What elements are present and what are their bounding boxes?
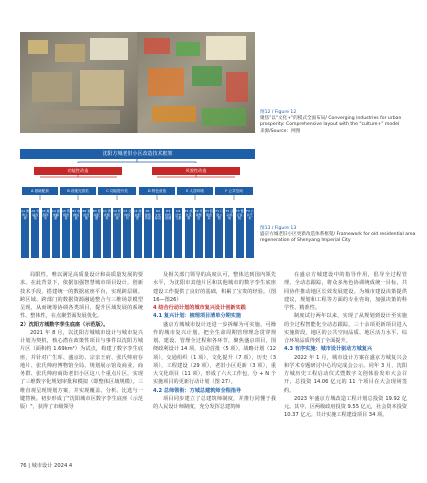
leaf-node: D2 文化标识 (154, 208, 162, 258)
leaf-node: B2 智能设施 (82, 208, 90, 258)
leaf-node: C1 养老服务 (103, 208, 111, 258)
leaf-node: C4 商业配套 (134, 208, 142, 258)
leaf-node: A5 管网改造 (62, 208, 70, 258)
figure-13-caption (260, 226, 420, 245)
category-style: 风貌性改造 (152, 167, 240, 175)
paragraph: 及相关部门领导的高度认可，整体达到国内领先水平，为沈阳市其他片区和其他城市的数字孪生底座建设工作提供了良好的基础，积累了宝贵的经验。（图16—图26） (153, 272, 276, 303)
leaf-node: A4 楼道翻新 (52, 208, 60, 258)
text-column-3 (284, 271, 407, 420)
subsection-heading: 4.2 总师领衔：方城总建筑师全程指导 (153, 387, 242, 394)
framework-diagram (20, 162, 255, 260)
leaf-node: A3 屋面防水 (42, 208, 50, 258)
leaf-node: B3 停车配置 (93, 208, 101, 258)
figure-13-title: 图13 / Figure 13 (260, 226, 297, 231)
section-heading: 2）沈阳方城数字孪生底座（示范版）。 (20, 321, 109, 328)
leaf-node: F2 活动场地 (225, 208, 233, 258)
figure-12-source: 来源/Source：网图 (260, 128, 301, 134)
subcategory-c: C 功能提升类 (98, 187, 136, 195)
leaf-node: C3 文体场所 (123, 208, 131, 258)
paragraph: 在盛京方城建设中的指导作用，倡导全过程管理，全动态跟踪，将众多角色协调统成统一目标，共同协作推动地区长效发展建设。为城市建设决策提供建议，规划和工程等方面的专业咨询，加强决策的科学性、精准性。 (284, 272, 407, 311)
leaf-node: D1 建筑风貌 (144, 208, 152, 258)
figure-12-caption (260, 110, 420, 135)
leaf-node: A1 建筑主体 (21, 208, 29, 258)
text-column-1 (20, 271, 143, 411)
leaf-node: A2 外墙改造 (31, 208, 39, 258)
text-column-2 (153, 271, 276, 411)
figure-13-text: 盛京方城老旧小区更新改造体系框架/ Framework for old residential area regeneration of Shenyang Imperial City (260, 232, 416, 244)
subcategory-f: F 公共空间 (215, 187, 253, 195)
leaf-node: D4 历史元素 (174, 208, 182, 258)
leaf-node: D3 特色街道 (164, 208, 172, 258)
category-functional: 功能性改造 (34, 167, 122, 175)
subcategory-a: A 基础配套 (22, 187, 58, 195)
figure-12-title: 图12 / Figure 12 (260, 110, 297, 115)
subcategory-e: E 人居环境 (177, 187, 213, 195)
subsection-heading: 4.1 复兴计划：梳理项目清单分期实施 (153, 313, 242, 320)
leaf-node: F3 慢行系统 (236, 208, 244, 258)
leaf-node: E1 绿化景观 (185, 208, 193, 258)
subsection-heading: 4.3 有序实施：城市设计驱动方城复兴 (284, 346, 373, 353)
satellite-map-left (20, 32, 137, 133)
section-heading: 4 结合行动计划的城市复兴设计创新实践 (153, 305, 246, 311)
paragraph: 2021 年 8 月，以沈阳方城城市设计与城市复兴计划为契机，核心潜在政策性项目与事件以沈阳方城片区（面积约 1.69km²）为试点，构建了数字孪生底座，并针对广生库、盛京坊、宗亲王府、张氏帅府存地片、张氏帅府博物馆全局、规划展示馆及商业、商务群、张氏帅府商街老旧小区这八个重点片区，实现了三维数字化规划审批和模拟（即整体区域规模）。三维直观呈现规划方案，并实现覆盖、分析、比选与一键替换。初步形成了"沈阳城市区数字孪生底座（示范版）"，获得了市级领导 (20, 329, 143, 410)
leaf-node: E3 照明改造 (205, 208, 213, 258)
satellite-map-right (138, 32, 255, 133)
page-footer: 76 | 城市设计 2024 4 (20, 463, 73, 469)
paragraph: 项目同步建立了总建筑师制度，并推行同懂于我的人民设计师制度，充分发挥总建筑师 (153, 395, 276, 410)
leaf-node: B1 电梯加装 (72, 208, 80, 258)
leaf-node: F4 公共艺术 (246, 208, 254, 258)
paragraph: 盛京方城城市设计还进一步拆解为可实施、可操作的城市复兴计划。把全生命周期管理理念贯穿规划、建设、管理全过程和各环节，聚焦盛京项目，围绕政利设计 14 项，启动首批（5 项），战略计划（12 项），交通组织（1 项），文化提升（7 项），历史（3 项），工程建设（29 项），老旧小区更新（3 项），重大文化项目（11 项），形成了六大工作包，分 + N 个实施项目的更新行动计划（图 27）。 (153, 321, 276, 386)
leaf-node: F1 口袋公园 (215, 208, 223, 258)
paragraph: 制度试行两年以来，实现了从规划到设计至实施的全过程智能化全动态跟踪，三十余项更新项目进入实施阶段，地区的公共空间品质、地区活力水平、综合环境品质得到了全面提升。 (284, 313, 407, 344)
diagram-header: 沈阳方城老旧小区改造技术框架 (20, 149, 255, 159)
paragraph: 2023 年盛京方城改造工程计划总投资 19.92 亿元。其中，区两级政府投资 9.55 亿元，社会资本投资 10.37 亿元。共计实施工程建设项目 34 项。 (284, 395, 407, 419)
leaf-node: C2 托育设施 (113, 208, 121, 258)
leaf-connectors (20, 195, 255, 208)
figure-12-image (20, 32, 255, 133)
subcategory-b: B 设施完善类 (60, 187, 96, 195)
figure-12-text: 聚焦"以"文化+"的模式全面布局/ Converging industries for urban prosperity: Comprehensive layout with the "culture+" model (260, 116, 402, 128)
subcategory-d: D 特色营造 (139, 187, 175, 195)
paragraph: 2022 年 1 月，城市设计方案在盛京方城复兴会和学术专题研讨中心均完成会公示。同年 3 月，沈阳方城历史工程启动仪式暨数字文创体验发布大会召开，总投资 14.06 亿元的 11 个项目在大会现场签约。 (284, 354, 407, 394)
leaf-node: E2 环境整治 (195, 208, 203, 258)
paragraph: 局限性，唯以满足高质量设计和高质量发展的要求。在此背景下，依据加强智慧城市项目设计，创新技术手段，搭建统一的数据底座平台，实现跨层级、跨区域、跨部门的数据资源融通整合与三维场景模型呈现，从而统筹协调各类项目，提升区域发展的系统性、整体性，在点聚型面发展优化。 (20, 272, 143, 320)
